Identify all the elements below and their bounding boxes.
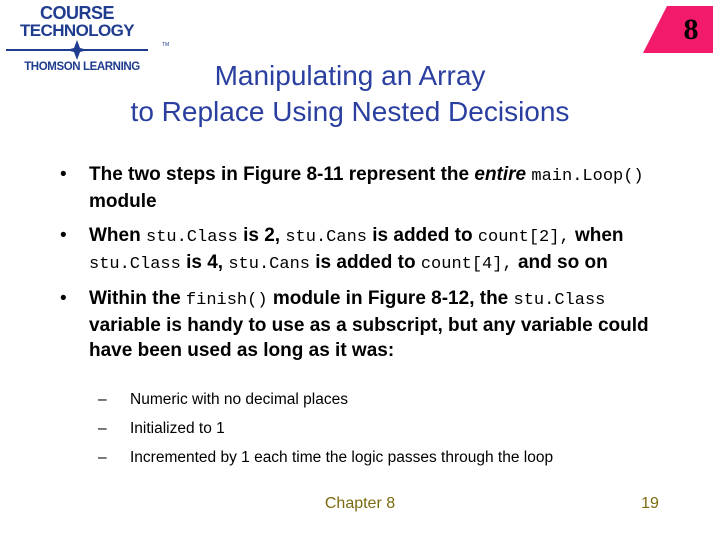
- bullet-text: is 4,: [180, 252, 229, 273]
- sub-bullet-text: Numeric with no decimal places: [130, 391, 348, 408]
- footer-page-number: 19: [641, 495, 659, 512]
- title-line-1: Manipulating an Array: [214, 60, 486, 91]
- logo-line-technology: TECHNOLOGY: [20, 21, 134, 40]
- bullet-text: main.Loop(): [531, 167, 644, 186]
- logo-trademark: TM: [162, 42, 170, 48]
- bullet-dot-icon: •: [60, 288, 67, 309]
- bullet-dot-icon: •: [60, 164, 67, 185]
- sub-bullet-item: [70, 420, 680, 438]
- bullet-item: [60, 286, 680, 363]
- sub-bullet-list: [60, 391, 680, 478]
- bullet-text: When: [89, 225, 146, 246]
- bullet-text: count[4],: [420, 255, 513, 274]
- sub-bullet-item: [70, 449, 680, 467]
- bullet-item: [60, 162, 680, 214]
- bullet-text: stu.Class: [513, 291, 606, 310]
- sub-bullet-item: [70, 391, 680, 409]
- title-line-2: to Replace Using Nested Decisions: [130, 96, 570, 127]
- footer-chapter: Chapter 8: [324, 495, 396, 512]
- bullet-text: stu.Cans: [228, 255, 310, 274]
- bullet-text: stu.Class: [89, 255, 181, 274]
- bullet-text: count[2],: [477, 228, 570, 247]
- bullet-text: stu.Cans: [285, 228, 367, 247]
- dash-icon: –: [98, 391, 107, 408]
- sub-bullet-text: Incremented by 1 each time the logic passes through the loop: [130, 449, 554, 466]
- sub-bullet-text: Initialized to 1: [130, 420, 225, 437]
- bullet-text: finish(): [185, 291, 268, 310]
- bullet-text: variable is handy to use as a subscript, but any variable could have been used as long as it was:: [89, 315, 649, 361]
- bullet-text: entire: [474, 164, 527, 185]
- dash-icon: –: [98, 420, 107, 437]
- bullet-list: [60, 162, 680, 372]
- chapter-number: 8: [683, 13, 699, 46]
- slide-title: [40, 58, 660, 130]
- dash-icon: –: [98, 449, 107, 466]
- bullet-text: when: [569, 225, 624, 246]
- bullet-text: The two steps in Figure 8-11 represent the: [89, 164, 475, 185]
- bullet-text: module: [89, 191, 157, 212]
- bullet-text: and so on: [512, 252, 608, 273]
- logo-line-thomson: THOMSON LEARNING: [24, 61, 140, 73]
- bullet-text: is added to: [309, 252, 421, 273]
- bullet-text: Within the: [89, 288, 186, 309]
- logo-star-icon: [2, 40, 180, 60]
- bullet-text: is 2,: [237, 225, 286, 246]
- bullet-text: is added to: [366, 225, 478, 246]
- chapter-badge: [633, 3, 715, 63]
- bullet-dot-icon: •: [60, 225, 67, 246]
- bullet-text: module in Figure 8-12, the: [267, 288, 514, 309]
- logo-line-course: COURSE: [39, 3, 114, 23]
- bullet-item: [60, 223, 680, 277]
- bullet-text: stu.Class: [146, 228, 238, 247]
